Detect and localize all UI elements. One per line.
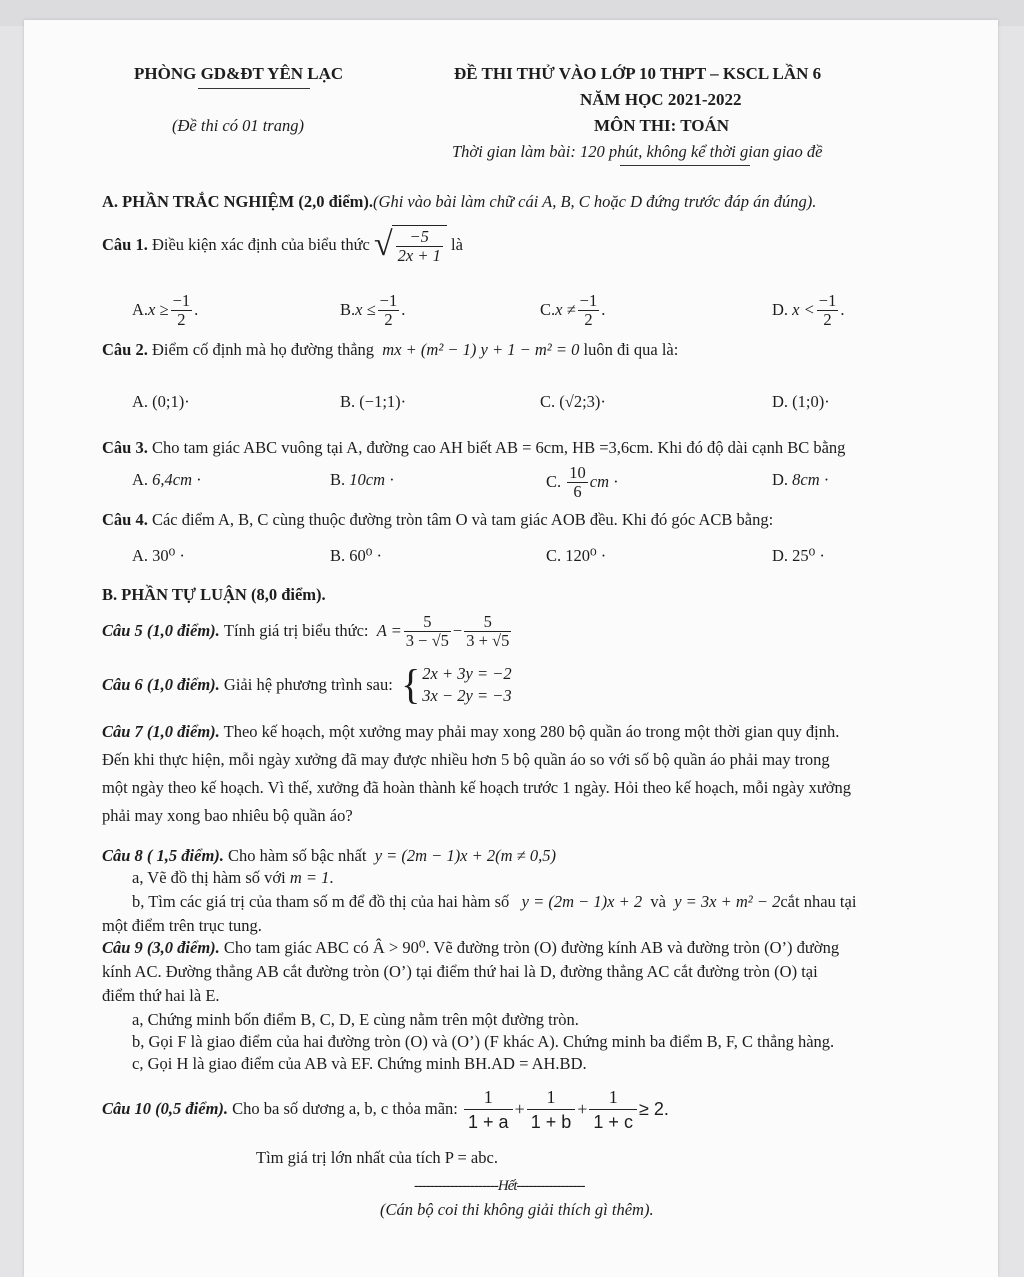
q5-label: Câu 5 (1,0 điểm).: [102, 621, 220, 640]
q1-option-a: A. x ≥ $\frac{-1}{2}$ .: [132, 290, 199, 329]
q4-label: Câu 4.: [102, 510, 148, 529]
q4-text: Các điểm A, B, C cùng thuộc đường tròn tâm O và tam giác AOB đều. Khi đó góc ACB bằng:: [151, 510, 774, 529]
q9-part-c: c, Gọi H là giao điểm của AB và EF. Chứng minh BH.AD = AH.BD.: [132, 1054, 587, 1073]
q2-equation: mx + (m² − 1) y + 1 − m² = 0: [382, 340, 580, 359]
q9-label: Câu 9 (3,0 điểm).: [102, 938, 220, 957]
subject: MÔN THI: TOÁN: [594, 116, 730, 135]
q6-eq1: 2x + 3y = −2: [422, 664, 512, 683]
part-a-title: A. PHẦN TRẮC NGHIỆM (2,0 điểm).: [102, 192, 374, 211]
end-marker: ---------------------Hết-----------------: [414, 1178, 585, 1194]
q4-option-a: A. 30⁰ ·: [132, 546, 185, 565]
q10-label: Câu 10 (0,5 điểm).: [102, 1099, 229, 1118]
q2-option-b: B. (−1;1)·: [340, 392, 407, 411]
q1-option-d: D. x < $\frac{-1}{2}$ .: [772, 290, 845, 329]
q3-option-a: A. 6,4cm ·: [132, 470, 202, 489]
q2-option-a: A. (0;1)·: [132, 392, 190, 411]
q7-line-2: Đến khi thực hiện, mỗi ngày xưởng đã may được nhiều hơn 5 bộ quần áo so với số bộ quần áo phải may trong: [102, 750, 830, 769]
q6-text: Giải hệ phương trình sau:: [223, 675, 393, 694]
question-2: [102, 340, 678, 360]
q6-eq2: 3x − 2y = −3: [422, 686, 512, 705]
q3-option-c: C. $\frac{10}{6}$ cm ·: [546, 462, 619, 501]
q3-option-d: D. 8cm ·: [772, 470, 830, 489]
q7-line-4: phải may xong bao nhiêu bộ quần áo?: [102, 806, 353, 825]
part-a-instruction: (Ghi vào bài làm chữ cái A, B, C hoặc D đứng trước đáp án đúng).: [373, 192, 817, 211]
department-name: PHÒNG GD&ĐT YÊN LẠC: [134, 64, 344, 83]
q7-label: Câu 7 (1,0 điểm).: [102, 722, 220, 741]
part-a-heading: [102, 192, 816, 212]
q5-text: Tính giá trị biểu thức:: [223, 621, 369, 640]
exam-title: ĐỀ THI THỬ VÀO LỚP 10 THPT – KSCL LẦN 6: [454, 64, 822, 83]
q1-option-b: B. x ≤ $\frac{-1}{2}$ .: [340, 290, 406, 329]
q1-expr-den: 2x + 1: [397, 246, 441, 265]
system-brace: {: [401, 660, 421, 709]
q8-label: Câu 8 ( 1,5 điểm).: [102, 846, 224, 865]
time-underline: [620, 165, 750, 166]
q8-part-b: b, Tìm các giá trị của tham số m để đồ thị của hai hàm số y = (2m − 1)x + 2 và y = 3x + m² − 2cắt nhau tại: [132, 892, 857, 911]
q6-label: Câu 6 (1,0 điểm).: [102, 675, 220, 694]
q9-part-b: b, Gọi F là giao điểm của hai đường tròn (O) và (O’) (F khác A). Chứng minh ba điểm B, F, C thẳng hàng.: [132, 1032, 835, 1051]
question-9: Câu 9 (3,0 điểm). Cho tam giác ABC có Â > 90⁰. Vẽ đường tròn (O) đường kính AB và đường tròn (O’) đường: [102, 938, 840, 957]
question-4: [102, 510, 773, 530]
q3-text: Cho tam giác ABC vuông tại A, đường cao AH biết AB = 6cm, HB =3,6cm. Khi đó độ dài cạnh BC bằng: [151, 438, 846, 457]
q5-lhs: A =: [376, 621, 402, 640]
page-count-note: (Đề thi có 01 trang): [172, 116, 304, 135]
question-1: [102, 220, 463, 270]
q1-sqrt-expression: [374, 225, 447, 265]
question-3: [102, 438, 845, 458]
sqrt-sign: √: [373, 226, 393, 263]
footer-note: (Cán bộ coi thi không giải thích gì thêm).: [380, 1200, 654, 1219]
question-6: [102, 662, 512, 708]
question-8: Câu 8 ( 1,5 điểm). Cho hàm số bậc nhất y = (2m − 1)x + 2(m ≠ 0,5): [102, 846, 556, 865]
q4-option-b: B. 60⁰ ·: [330, 546, 383, 565]
q1-option-c: C. x ≠ $\frac{-1}{2}$ .: [540, 290, 606, 329]
q3-option-b: B. 10cm ·: [330, 470, 395, 489]
question-5: Câu 5 (1,0 điểm). Tính giá trị biểu thức: A = $\frac{5}{3 - √5}$ − $\frac{5}{3 + √5}$: [102, 611, 510, 650]
exam-page: [24, 20, 998, 1277]
q8-part-b-line2: một điểm trên trục tung.: [102, 916, 262, 935]
q8-function: y = (2m − 1)x + 2(m ≠ 0,5): [374, 846, 556, 865]
q9-line-2: kính AC. Đường thẳng AB cắt đường tròn (O’) tại điểm thứ hai là D, đường thẳng AC cắt đường tròn (O) tại: [102, 962, 818, 981]
q2-option-d: D. (1;0)·: [772, 392, 830, 411]
q9-part-a: a, Chứng minh bốn điểm B, C, D, E cùng nằm trên một đường tròn.: [132, 1010, 579, 1029]
q2-text: Điểm cố định mà họ đường thẳng: [151, 340, 375, 359]
q2-option-c: C. (√2;3)·: [540, 392, 606, 411]
q9-line-3: điểm thứ hai là E.: [102, 986, 220, 1005]
q8-part-a: a, Vẽ đồ thị hàm số với m = 1.: [132, 868, 334, 887]
q1-tail: là: [450, 235, 463, 254]
exam-time: Thời gian làm bài: 120 phút, không kể thời gian giao đề: [452, 142, 823, 161]
q1-text: Điều kiện xác định của biểu thức: [151, 235, 370, 254]
dept-underline: [198, 88, 310, 89]
q2-tail: luôn đi qua là:: [583, 340, 679, 359]
question-10: Câu 10 (0,5 điểm). Cho ba số dương a, b, c thỏa mãn: $\frac{1}{1 + a}$ + $\frac{1}{1 + b}$ + $\frac{1}{1 + c}$ ≥ 2.: [102, 1086, 669, 1132]
q7-line-3: một ngày theo kế hoạch. Vì thế, xưởng đã hoàn thành kế hoạch trước 1 ngày. Hỏi theo kế hoạch, mỗi ngày xưởng: [102, 778, 852, 797]
q2-label: Câu 2.: [102, 340, 148, 359]
q10-line-2: Tìm giá trị lớn nhất của tích P = abc.: [256, 1148, 498, 1167]
part-b-title: B. PHẦN TỰ LUẬN (8,0 điểm).: [102, 585, 326, 604]
q4-option-c: C. 120⁰ ·: [546, 546, 607, 565]
school-year: NĂM HỌC 2021-2022: [580, 90, 742, 109]
q1-expr-num: −5: [409, 227, 429, 246]
q1-label: Câu 1.: [102, 235, 148, 254]
q3-label: Câu 3.: [102, 438, 148, 457]
question-7: Câu 7 (1,0 điểm). Theo kế hoạch, một xưởng may phải may xong 280 bộ quần áo trong một thời gian quy định.: [102, 722, 840, 741]
q4-option-d: D. 25⁰ ·: [772, 546, 825, 565]
